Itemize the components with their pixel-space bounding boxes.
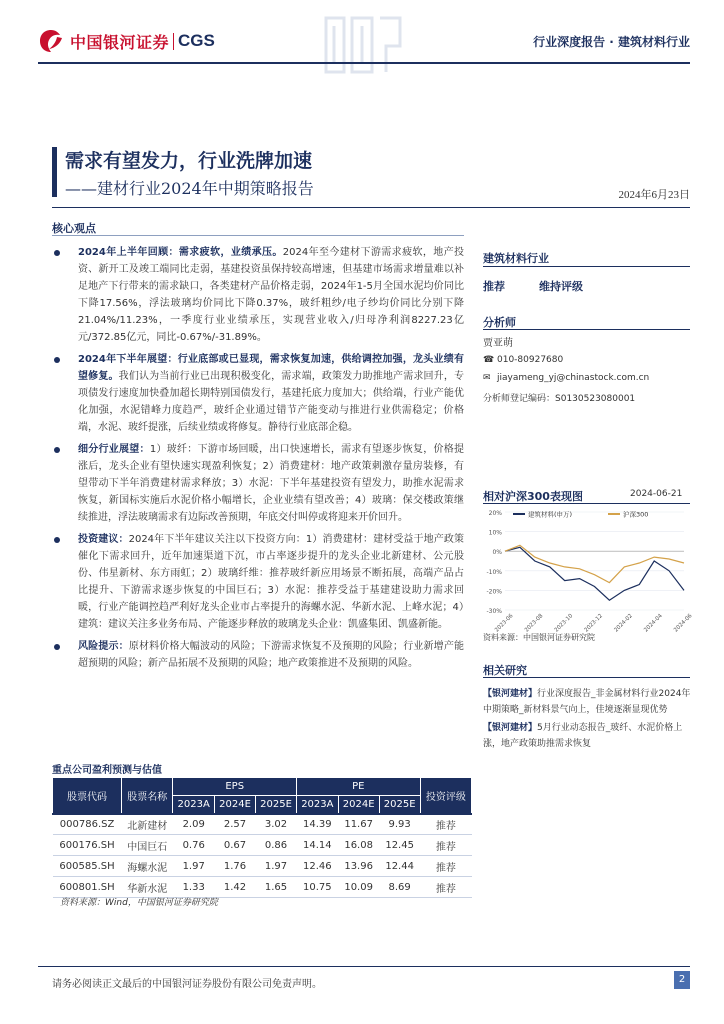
disclaimer: 请务必阅读正文最后的中国银河证券股份有限公司免责声明。 [52,979,322,990]
core-point-lead: 投资建议： [78,534,129,545]
cell-name: 中国巨石 [122,835,173,856]
brand-abbr: CGS [178,31,215,50]
y-tick-label: 10% [488,529,502,537]
phone-icon: ☎ [483,355,495,365]
cell-pe: 8.69 [379,877,420,898]
cell-code: 000786.SZ [53,814,122,835]
core-point [52,441,464,526]
x-tick-label: 2024-02 [613,613,634,634]
report-subtitle: ——建材行业2024年中期策略报告 [65,179,314,198]
cell-code: 600801.SH [53,877,122,898]
rating-value: 维持评级 [539,280,583,293]
y-tick-label: -10% [486,568,502,576]
cell-eps: 1.33 [173,877,215,898]
col-name: 股票名称 [122,778,173,814]
brand-divider [173,33,174,50]
cell-pe: 10.75 [297,877,339,898]
col-code: 股票代码 [53,778,122,814]
cgs-watermark [316,12,408,78]
core-point-text: 1）玻纤：下游市场回暖，出口快速增长，需求有望逐步恢复，价格提涨后，龙头企业有望快速实现盈利恢复；2）消费建材：地产政策刺激存量房装修，有望带动下半年消费建材需求释放；3）水泥：下半年基建投资有望发力，助推水泥需求恢复，新国标实施后水泥价格小幅增长，企业业绩有望改善；4）玻璃：保交楼政策继续推进，浮法玻璃需求有边际改善预期，年底交付叫停或将迎来开价回升。 [78,444,464,523]
bullet-dot-icon [54,357,60,363]
cell-pe: 14.14 [297,835,339,856]
table-row [53,835,472,856]
research-tag: 【银河建材】 [483,689,538,699]
col-year: 2025E [379,796,420,814]
email-address[interactable]: jiayameng_yj@chinastock.com.cn [497,373,650,383]
cell-name: 海螺水泥 [122,856,173,877]
cert-number: 分析师登记编码：S0130523080001 [483,394,636,404]
x-tick-label: 2024-06 [673,613,694,634]
analyst-cert [483,391,635,404]
cell-eps: 1.97 [256,856,297,877]
core-point [52,244,464,346]
cell-eps: 2.57 [215,814,256,835]
series-line [505,545,684,582]
table-header-row [53,778,472,796]
core-point [52,531,464,633]
relative-performance-chart [483,504,694,640]
logo-mark-icon [38,28,64,54]
x-tick-label: 2023-10 [553,613,575,634]
col-pe: PE [297,778,421,796]
report-type: 行业深度报告 · 建筑材料行业 [533,35,690,49]
col-rating: 投资评级 [420,778,471,814]
bullet-dot-icon [54,447,60,453]
brand-logo[interactable] [38,28,215,54]
research-heading: 相关研究 [483,664,527,677]
phone-number: 010-80927680 [497,355,564,365]
cell-eps: 3.02 [256,814,297,835]
recommend-label: 推荐 [483,280,505,293]
research-title[interactable]: 5月行业动态报告_玻纤、水泥价格上涨，地产政策助推需求恢复 [483,723,683,749]
col-eps: EPS [173,778,297,796]
footer-rule [38,966,690,967]
page-number: 2 [674,971,690,989]
research-title[interactable]: 行业深度报告_非金属材料行业2024年中期策略_新材料景气向上，佳境逐渐显现优势 [483,689,691,715]
bullet-dot-icon [54,537,60,543]
chart-source: 资料来源：中国银河证券研究院 [483,633,595,642]
brand-name: 中国银河证券 [70,32,170,52]
y-tick-label: -20% [486,588,502,596]
x-tick-label: 2023-12 [583,613,605,634]
bullet-dot-icon [54,644,60,650]
chart-date: 2024-06-21 [630,489,683,499]
col-year: 2023A [173,796,215,814]
chart-svg [483,504,694,634]
x-tick-label: 2023-06 [494,613,515,634]
cell-pe: 12.44 [379,856,420,877]
cell-code: 600176.SH [53,835,122,856]
title-rule [52,207,690,208]
cell-eps: 1.76 [215,856,256,877]
table-row [53,814,472,835]
col-year: 2023A [297,796,339,814]
core-point [52,351,464,436]
cell-eps: 1.97 [173,856,215,877]
core-points-heading: 核心观点 [52,222,96,235]
rating-row [483,278,583,294]
cell-rating: 推荐 [420,835,471,856]
table-title: 重点公司盈利预测与估值 [52,765,162,776]
core-point-text: 原材料价格大幅波动的风险；下游需求恢复不及预期的风险；行业新增产能超预期的风险；新产品拓展不及预期的风险；地产政策推进不及预期的风险。 [78,641,465,669]
cell-name: 北新建材 [122,814,173,835]
table-source: 资料来源：Wind，中国银河证券研究院 [60,898,218,908]
industry-rule [483,266,690,267]
core-point [52,638,464,672]
cell-eps: 0.76 [173,835,215,856]
research-rule [483,677,690,678]
x-tick-label: 2023-08 [523,613,545,634]
analyst-rule [483,329,690,330]
title-accent-bar [52,147,57,197]
report-date: 2024年6月23日 [618,189,690,201]
cell-rating: 推荐 [420,814,471,835]
cell-pe: 14.39 [297,814,339,835]
cell-pe: 10.09 [338,877,379,898]
cell-eps: 0.67 [215,835,256,856]
y-tick-label: 20% [488,510,502,517]
analyst-heading: 分析师 [483,316,516,329]
cell-code: 600585.SH [53,856,122,877]
cell-pe: 13.96 [338,856,379,877]
col-year: 2024E [338,796,379,814]
cell-pe: 12.46 [297,856,339,877]
research-item[interactable] [483,686,693,718]
core-point-lead: 细分行业展望： [78,444,150,455]
header-rule [38,62,690,64]
y-tick-label: 0% [492,549,502,557]
core-points-list [52,244,464,677]
cell-pe: 11.67 [338,814,379,835]
core-point-lead: 2024年上半年回顾：需求疲软，业绩承压。 [78,247,283,258]
chart-heading: 相对沪深300表现图 [483,490,583,503]
y-tick-label: -30% [486,608,502,615]
forecast-table [52,777,472,898]
core-point-text: 我们认为当前行业已出现积极变化，需求端，政策发力助推地产需求回升，专项债发行速度加快叠加超长期特别国债发行，基建托底力度加大；供给端，行业产能优化加强，水泥错峰力度趋严，玻纤企业通过错节产能变动与推进行业供需稳定；价格端，水泥、玻纤提涨，后续业绩或将修复。静待行业底部企稳。 [78,371,465,433]
page-header [0,0,724,80]
cell-name: 华新水泥 [122,877,173,898]
cell-eps: 1.65 [256,877,297,898]
analyst-phone [483,355,563,365]
cell-pe: 9.93 [379,814,420,835]
industry-heading: 建筑材料行业 [483,252,549,265]
core-point-text: 2024年下半年建议关注以下投资方向：1）消费建材：建材受益于地产政策催化下需求回升，近年加速渠道下沉，市占率逐步提升的龙头企业北新建材、公元股份、伟星新材、东方雨虹；2）玻璃纤维：推荐玻纤新应用场景不断拓展，高端产品占比提升、下游需求逐步恢复的中国巨石；3）水泥：推荐受益于基建建设助力需求回暖，行业产能调控趋严利好龙头企业市占率提升的海螺水泥、华新水泥、上峰水泥；4）建筑：建议关注多业务布局、产能逐步释放的玻璃龙头企业：凯盛集团、凯盛新能。 [78,534,465,630]
core-point-lead: 风险提示： [78,641,129,652]
cell-eps: 0.86 [256,835,297,856]
table-row [53,856,472,877]
cell-eps: 2.09 [173,814,215,835]
core-point-text: 2024年至今建材下游需求疲软，地产投资、新开工及竣工端同比走弱，基建投资虽保持较高增速，但基建市场需求增量难以补足地产下行带来的需求缺口，各类建材产品价格走弱，2024年1-5月全国水泥均价同比下降17.56%，浮法玻璃均价同比下降0.37%，玻纤粗纱/电子纱均价同比分别下降21.04%/11.23%，一季度行业业绩承压，实现营业收入/归母净利润8227.23亿元/372.85亿元，同比-0.67%/-31.89%。 [78,247,464,343]
analyst-name: 贾亚萌 [483,338,513,349]
core-points-rule [52,235,464,236]
cell-pe: 16.08 [338,835,379,856]
col-year: 2024E [215,796,256,814]
legend-label: 沪深300 [623,510,649,519]
col-year: 2025E [256,796,297,814]
report-title: 需求有望发力，行业洗牌加速 [65,150,313,172]
core-point-lead: 2024年下半年展望：行业底部或已显现，需求恢复加速，供给调控加强，龙头业绩有望修复。 [78,354,464,382]
cell-rating: 推荐 [420,877,471,898]
research-tag: 【银河建材】 [483,723,538,733]
cell-rating: 推荐 [420,856,471,877]
legend-label: 建筑材料(申万) [528,510,573,519]
x-tick-label: 2024-04 [643,613,664,634]
analyst-email[interactable] [483,373,649,383]
bullet-dot-icon [54,250,60,256]
mail-icon: ✉ [483,373,491,383]
research-item[interactable] [483,720,693,752]
cell-pe: 12.45 [379,835,420,856]
cell-eps: 1.42 [215,877,256,898]
